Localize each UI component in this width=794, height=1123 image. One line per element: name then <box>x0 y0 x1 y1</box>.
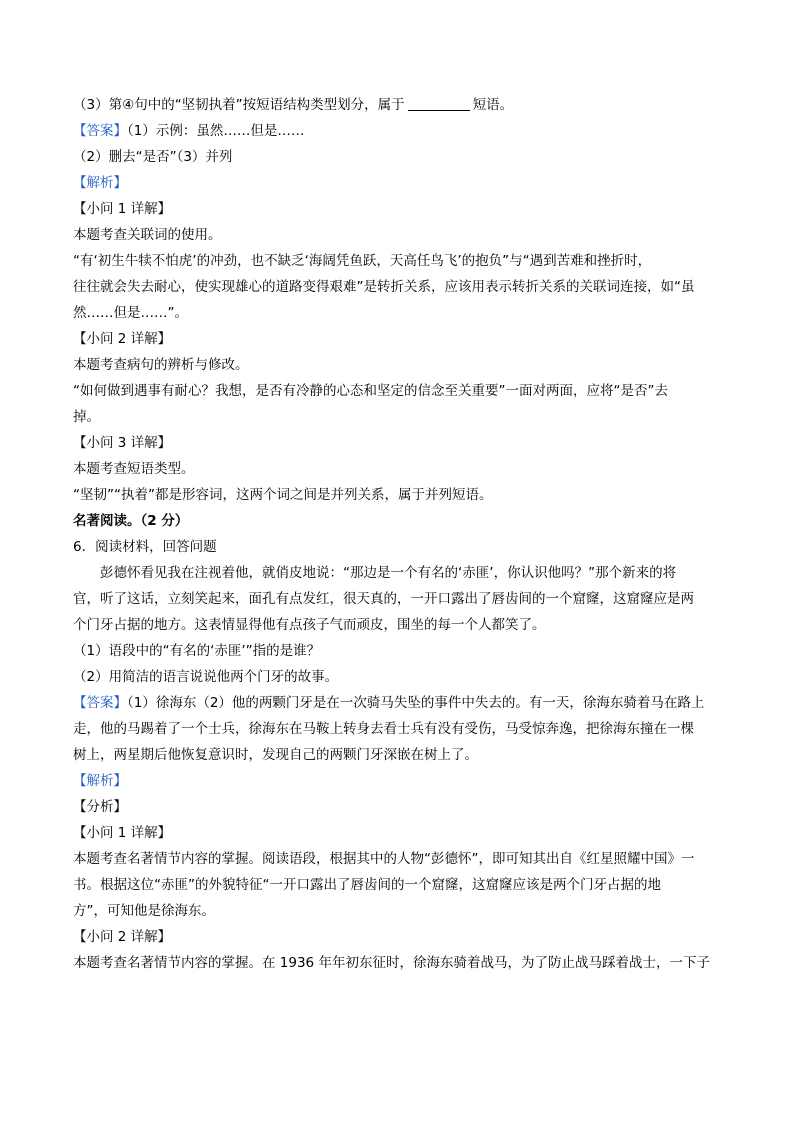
subquestion-1-intro: 本题考查关联词的使用。 <box>73 227 222 243</box>
passage-line-1: 彭德怀看见我在注视着他，就俏皮地说：“那边是一个有名的‘赤匪’，你认识他吗？”那个新来的将 <box>100 565 677 581</box>
subquestion-1-explain-3: 然……但是……”。 <box>73 305 188 321</box>
question-3-suffix: 短语。 <box>472 97 514 113</box>
subquestion-2-title: 【小问 2 详解】 <box>73 331 172 347</box>
subquestion-1-explain-1: “有‘初生牛犊不怕虎’的冲劲，也不缺乏‘海阔凭鱼跃，天高任鸟飞’的抱负”与“遇到苦难和挫折时， <box>73 253 652 269</box>
subquestion-3-explain-1: “坚韧”“执着”都是形容词，这两个词之间是并列关系，属于并列短语。 <box>73 487 493 503</box>
answer-tag: 【答案】 <box>73 695 127 711</box>
analysis-tag-2: 【解析】 <box>73 773 127 789</box>
passage-line-3: 个门牙占据的地方。这表情显得他有点孩子气而顽皮，围坐的每一个人都笑了。 <box>73 617 546 633</box>
subquestion-1-explain-2: 往往就会失去耐心，使实现雄心的道路变得艰难”是转折关系，应该用表示转折关系的关联词连接，如“虽 <box>73 279 695 295</box>
answer-2-text: （1）徐海东（2）他的两颗门牙是在一次骑马失坠的事件中失去的。有一天，徐海东骑着马在路上 <box>127 695 705 711</box>
analysis-tag: 【解析】 <box>73 175 127 191</box>
answer-2-line-2: 走，他的马踢着了一个士兵，徐海东在马鞍上转身去看士兵有没有受伤，马受惊奔逸，把徐海东撞在一棵 <box>73 721 694 737</box>
answer-tag: 【答案】 <box>73 123 127 139</box>
subquestion-1-title: 【小问 1 详解】 <box>73 201 172 217</box>
answer-2-line-3: 树上，两星期后他恢复意识时，发现自己的两颗门牙深嵌在树上了。 <box>73 747 478 763</box>
fenxi-tag: 【分析】 <box>73 799 127 815</box>
subquestion-2-explain-2: 掉。 <box>73 409 100 425</box>
answer-2-line-1 <box>73 690 723 716</box>
answer-1-text: （1）示例：虽然……但是…… <box>127 123 305 139</box>
subquestion-3-intro: 本题考查短语类型。 <box>73 461 195 477</box>
subquestion-2-explain-1: “如何做到遇事有耐心？我想，是否有冷静的心态和坚定的信念至关重要”一面对两面，应将“是否”去 <box>73 383 668 399</box>
document-page <box>73 92 723 976</box>
answer-1-line-1 <box>73 118 723 144</box>
q6-subquestion-1-explain-3: 方”，可知他是徐海东。 <box>73 903 215 919</box>
answer-blank <box>408 96 470 111</box>
passage-line-2: 官，听了这话，立刻笑起来，面孔有点发红，很天真的，一开口露出了唇齿间的一个窟窿，这窟窿应是两 <box>73 591 694 607</box>
question-6-stem: 6．阅读材料，回答问题 <box>73 539 217 555</box>
question-3-text: （3）第④句中的“坚韧执着”按短语结构类型划分，属于 <box>73 97 405 113</box>
q6-subquestion-2-title: 【小问 2 详解】 <box>73 929 172 945</box>
section-title: 名著阅读。（2 分） <box>73 513 189 529</box>
subquestion-3-title: 【小问 3 详解】 <box>73 435 172 451</box>
q6-subquestion-1-explain-1: 本题考查名著情节内容的掌握。阅读语段，根据其中的人物“彭德怀”，即可知其出自《红星照耀中国》一 <box>73 851 695 867</box>
q6-subquestion-1-explain-2: 书。根据这位“赤匪”的外貌特征“一开口露出了唇齿间的一个窟窿，这窟窿应该是两个门牙占据的地 <box>73 877 661 893</box>
question-6-sub-1: （1）语段中的“有名的‘赤匪’”指的是谁？ <box>73 643 321 659</box>
question-3-line <box>73 92 723 118</box>
answer-1-line-2: （2）删去“是否”（3）并列 <box>73 149 233 165</box>
subquestion-2-intro: 本题考查病句的辨析与修改。 <box>73 357 249 373</box>
q6-subquestion-2-explain-1: 本题考查名著情节内容的掌握。在 1936 年年初东征时，徐海东骑着战马，为了防止战马踩着战士，一下子 <box>73 955 710 971</box>
q6-subquestion-1-title: 【小问 1 详解】 <box>73 825 172 841</box>
question-6-sub-2: （2）用简洁的语言说说他两个门牙的故事。 <box>73 669 339 685</box>
